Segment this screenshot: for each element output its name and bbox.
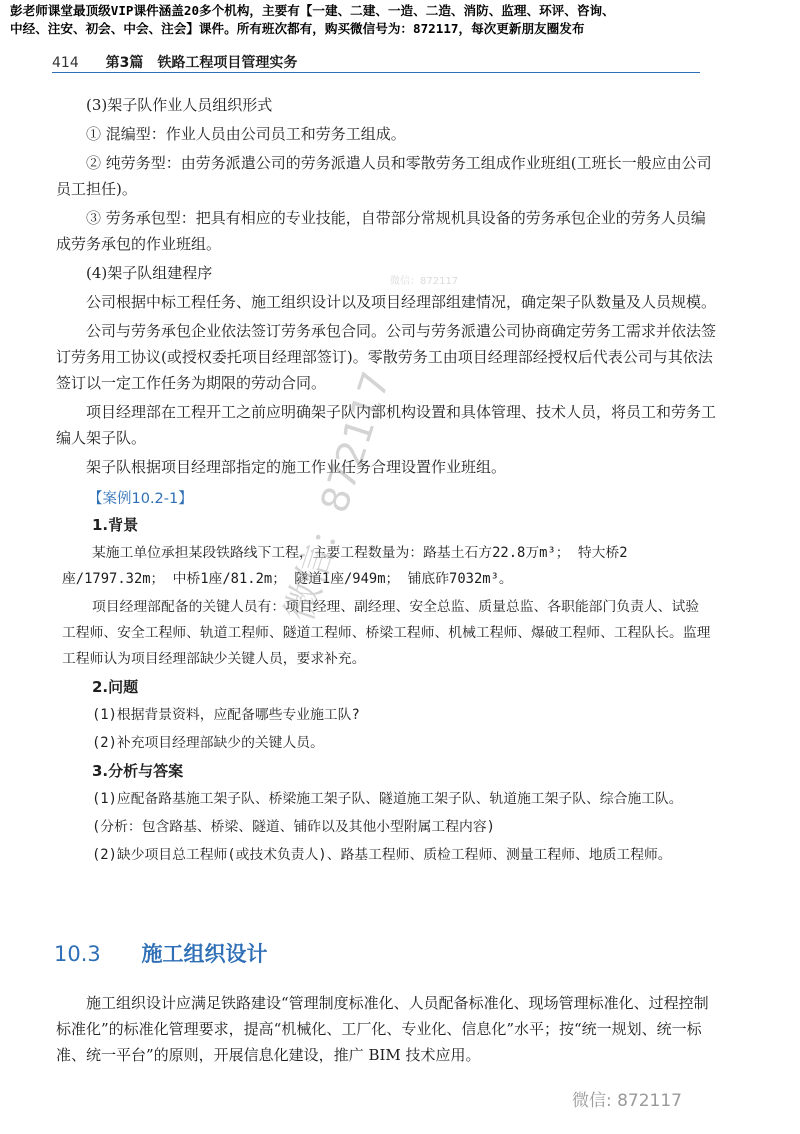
section-title: 施工组织设计 <box>141 942 268 966</box>
watermark-small: 微信：872117 <box>390 276 459 287</box>
paragraph-contracts: 公司与劳务承包企业依法签订劳务承包合同。公司与劳务派遣公司协商确定劳务工需求并依法签订劳务用工协议(或授权委托项目经理部签订)。零散劳务工由项目经理部经授权后代表公司与其依法签订以一定工作任务为期限的劳动合同。 <box>56 322 717 392</box>
ad-banner-line-2: 中经、注安、初会、中会、注会】课件。所有班次都有，购买微信号为：872117，每次更新朋友圈发布 <box>10 21 585 36</box>
ad-banner-line-1: 彭老师课堂最顶级VIP课件涵盖20多个机构，主要有【一建、二建、一造、二造、消防、监理、环评、咨询、 <box>10 3 615 18</box>
item-labor-contract-type: ③ 劳务承包型：把具有相应的专业技能，自带部分常规机具设备的劳务承包企业的劳务人员编成劳务承包的作业班组。 <box>56 209 706 253</box>
part-title: 第3篇 铁路工程项目管理实务 <box>105 55 298 71</box>
case-background-2: 项目经理部配备的关键人员有：项目经理、副经理、安全总监、质量总监、各职能部门负责人、试验工程师、安全工程师、轨道工程师、隧道工程师、桥梁工程师、机械工程师、爆破工程师、工程队长。监理工程师认为项目经理部缺少关键人员，要求补充。 <box>62 599 711 667</box>
case-heading-background: 1.背景 <box>92 516 139 534</box>
ad-banner <box>10 2 790 38</box>
case-question-2: (2)补充项目经理部缺少的关键人员。 <box>92 735 324 751</box>
section-body <box>56 990 716 1068</box>
case-heading-questions: 2.问题 <box>92 678 139 696</box>
item-pure-labor-type: ② 纯劳务型：由劳务派遣公司的劳务派遣人员和零散劳务工组成作业班组(工班长一般应由公司员工担任)。 <box>56 154 712 198</box>
case-answer-1-note: (分析：包含路基、桥梁、隧道、铺砟以及其他小型附属工程内容) <box>92 819 495 835</box>
watermark-large: 微信：872117 <box>276 366 399 627</box>
case-question-1: (1)根据背景资料，应配备哪些专业施工队? <box>92 707 360 723</box>
running-header <box>52 52 700 73</box>
paragraph-project-department: 项目经理部在工程开工之前应明确架子队内部机构设置和具体管理、技术人员，将员工和劳务工编人架子队。 <box>56 403 717 447</box>
paragraph-company-plan: 公司根据中标工程任务、施工组织设计以及项目经理部组建情况，确定架子队数量及人员规模。 <box>86 293 717 311</box>
case-answer-1: (1)应配备路基施工架子队、桥梁施工架子队、隧道施工架子队、轨道施工架子队、综合施工队。 <box>92 791 683 807</box>
page-number: 414 <box>52 55 79 71</box>
subheading-setup-procedure: (4)架子队组建程序 <box>86 264 213 282</box>
case-background-1: 某施工单位承担某段铁路线下工程，主要工程数量为：路基土石方22.8万m³； 特大桥2座/1797.32m； 中桥1座/81.2m； 隧道1座/949m； 铺底砟7032m³。 <box>62 545 628 587</box>
section-number: 10.3 <box>54 942 101 966</box>
case-study <box>62 512 712 870</box>
case-heading-answers: 3.分析与答案 <box>92 762 184 780</box>
case-answer-2: (2)缺少项目总工程师(或技术负责人)、路基工程师、质检工程师、测量工程师、地质工程师。 <box>92 847 672 863</box>
watermark-footer: 微信: 872117 <box>571 1091 682 1111</box>
item-mixed-type: ① 混编型：作业人员由公司员工和劳务工组成。 <box>86 125 406 143</box>
case-label: 【案例10.2-1】 <box>88 491 193 507</box>
section-paragraph: 施工组织设计应满足铁路建设“管理制度标准化、人员配备标准化、现场管理标准化、过程控制标准化”的标准化管理要求，提高“机械化、工厂化、专业化、信息化”水平；按“统一规划、统一标准、统一平台”的原则，开展信息化建设，推广 BIM 技术应用。 <box>56 994 709 1064</box>
subheading-organization-form: (3)架子队作业人员组织形式 <box>86 96 273 114</box>
paragraph-work-teams: 架子队根据项目经理部指定的施工作业任务合理设置作业班组。 <box>86 458 507 476</box>
section-heading <box>54 938 267 968</box>
